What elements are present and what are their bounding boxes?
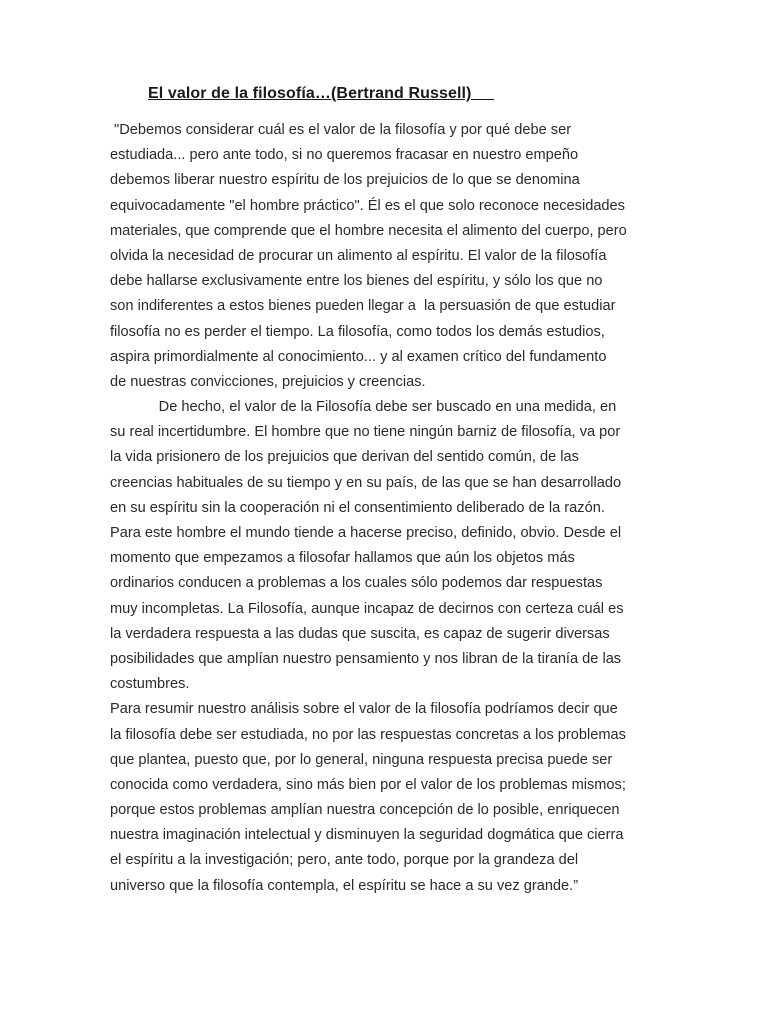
text-line: nuestra imaginación intelectual y disminuyen la seguridad dogmática que cierra xyxy=(110,827,624,844)
text-line: aspira primordialmente al conocimiento... y al examen crítico del fundamento xyxy=(110,348,607,365)
text-line: Para resumir nuestro análisis sobre el valor de la filosofía podríamos decir que xyxy=(110,701,618,718)
text-line: su real incertidumbre. El hombre que no tiene ningún barniz de filosofía, va por xyxy=(110,424,621,441)
text-line: olvida la necesidad de procurar un alimento al espíritu. El valor de la filosofía xyxy=(110,247,607,264)
text-line: que plantea, puesto que, por lo general, ninguna respuesta precisa puede ser xyxy=(110,751,613,768)
text-line: filosofía no es perder el tiempo. La filosofía, como todos los demás estudios, xyxy=(110,323,605,340)
document-body xyxy=(110,118,660,899)
text-line: la filosofía debe ser estudiada, no por las respuestas concretas a los problemas xyxy=(110,726,626,743)
text-line: Para este hombre el mundo tiende a hacerse preciso, definido, obvio. Desde el xyxy=(110,525,622,541)
text-line: de nuestras convicciones, prejuicios y creencias. xyxy=(110,373,426,390)
text-line: la verdadera respuesta a las dudas que suscita, es capaz de sugerir diversas xyxy=(110,625,610,642)
text-line: costumbres. xyxy=(110,676,190,693)
text-line: debemos liberar nuestro espíritu de los prejuicios de lo que se denomina xyxy=(110,172,580,189)
text-line: estudiada... pero ante todo, si no queremos fracasar en nuestro empeño xyxy=(110,147,579,164)
text-line: ordinarios conducen a problemas a los cuales sólo podemos dar respuestas xyxy=(110,575,603,592)
text-line: momento que empezamos a filosofar hallamos que aún los objetos más xyxy=(110,550,575,567)
text-line: universo que la filosofía contempla, el espíritu se hace a su vez grande.” xyxy=(110,877,579,894)
text-line: debe hallarse exclusivamente entre los bienes del espíritu, y sólo los que no xyxy=(110,273,603,290)
text-line: posibilidades que amplían nuestro pensamiento y nos libran de la tiranía de las xyxy=(110,650,622,667)
text-line: materiales, que comprende que el hombre necesita el alimento del cuerpo, pero xyxy=(110,222,627,239)
text-line: el espíritu a la investigación; pero, ante todo, porque por la grandeza del xyxy=(110,852,579,869)
text-line: son indiferentes a estos bienes pueden llegar a la persuasión de que estudiar xyxy=(110,298,616,315)
text-line: creencias habituales de su tiempo y en su país, de las que se han desarrollado xyxy=(110,474,622,491)
text-line: "Debemos considerar cuál es el valor de la filosofía y por qué debe ser xyxy=(110,122,572,138)
text-line: porque estos problemas amplían nuestra concepción de lo posible, enriquecen xyxy=(110,802,620,819)
document-title: El valor de la filosofía…(Bertrand Russell) xyxy=(148,85,495,102)
text-line: en su espíritu sin la cooperación ni el consentimiento deliberado de la razón. xyxy=(110,499,605,516)
text-line: conocida como verdadera, sino más bien por el valor de los problemas mismos; xyxy=(110,776,626,793)
text-line: la vida prisionero de los prejuicios que derivan del sentido común, de las xyxy=(110,449,579,466)
text-line: equivocadamente "el hombre práctico". Él es el que solo reconoce necesidades xyxy=(110,197,625,214)
text-line: De hecho, el valor de la Filosofía debe ser buscado en una medida, en xyxy=(110,399,617,416)
text-line: muy incompletas. La Filosofía, aunque incapaz de decirnos con certeza cuál es xyxy=(110,600,624,617)
